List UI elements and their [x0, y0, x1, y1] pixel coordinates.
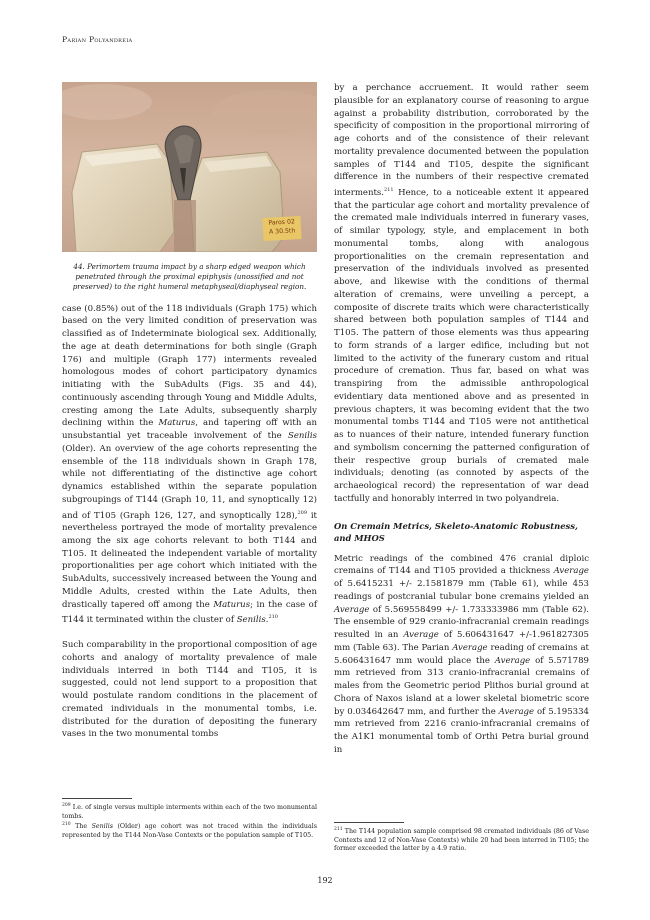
- left-column: [62, 82, 317, 741]
- footnote-rule: [334, 822, 404, 823]
- body-paragraph: case (0.85%) out of the 118 individuals (Graph 175) which based on the very limited condition of preservation was classified as of Indeterminate biological sex. Additionally, the age at death determinations for both single (Graph 176) and multiple (Graph 177) interments revealed homologous modes of cohort participatory dynamics initiating with the SubAdults (Figs. 35 and 44), continuously ascending through Young and Middle Adults, cresting among the Late Adults, subsequently sharply declining within the Maturus, and tapering off with an unsubstantial yet traceable involvement of the Senilis (Older). An overview of the age cohorts representing the ensemble of the 118 individuals shown in Graph 178, while not differentiating of the distinctive age cohort dynamics established within the separate population subgroupings of T144 (Graph 10, 11, and synoptically 12) and of T105 (Graph 126, 127, and synoptically 128),$^{209}$ it nevertheless portrayed the mode of mortality prevalence among the six age cohorts relevant to both T144 and T105. It delineated the independent variable of mortality proportionalities per age cohort which initiated with the SubAdults, successively increased between the Young and Middle Adults, crested within the Late Adults, then drastically tapered off among the Maturus; in the case of T144 it terminated within the cluster of Senilis.$^{210}$: [62, 303, 317, 626]
- footnote-ref[interactable]: 210: [268, 614, 278, 621]
- footnote-209: $^{209}$ I.e. of single versus multiple interments within each of the two monumental tombs.: [62, 803, 317, 820]
- footnotes-right: [334, 822, 589, 854]
- body-paragraph: by a perchance accruement. It would rather seem plausible for an explanatory course of reasoning to argue against a probability distribution, corroborated by the specificity of composition in the proportional mirroring of age cohorts and of the consistence of their relevant mortality prevalence documented between the population samples of T144 and T105, despite the significant difference in the numbers of their respective cremated interments.$^{211}$ Hence, to a noticeable extent it appeared that the particular age cohort and mortality prevalence of the cremated male individuals interred in funerary vases, of similar typology, style, and emplacement in both monumental tombs, along with analogous proportionalities on the cremain representation and preservation of the individuals involved as presented above, and likewise with the conditions of thermal alteration of cremains, were unveiling a percept, a composite of discrete traits which were characteristically shared between both population samples of T144 and T105. The pattern of those elements was thus appearing to form strands of a larger edifice, including but not limited to the activity of the funerary custom and ritual procedure of cremation. Thus far, based on what was transpiring from the admissible anthropological evidentiary data mentioned above and as presented in previous chapters, it was becoming evident that the two monumental tombs T144 and T105 were not antithetical as to nuances of their nature, intended funerary function and symbolism concerning the patterned configuration of their respective group burials of cremated male individuals; denoting (as connoted by aspects of the archaeological record) the representation of war dead tactfully and honorably interred in two polyandreia.: [334, 83, 589, 504]
- section-heading: On Cremain Metrics, Skeleto-Anatomic Robustness, and MHOS: [334, 520, 578, 544]
- page-number: 192: [317, 876, 333, 885]
- footnote-rule: [62, 798, 132, 799]
- running-head: Parian Polyandreia: [62, 35, 133, 44]
- body-paragraph: Metric readings of the combined 476 cranial diploic cremains of T144 and T105 provided a thickness Average of 5.6415231 +/- 2.1581879 mm (Table 61), while 453 readings of postcranial tubular bone cremains yielded an Average of 5.569558499 +/- 1.733333986 mm (Table 62). The ensemble of 929 cranio-infracranial cremain readings resulted in an Average of 5.606431647 +/-1.961827305 mm (Table 63). The Parian Average reading of cremains at 5.606431647 mm would place the Average of 5.571789 mm retrieved from 313 cranio-infracranial cremains of males from the Geometric period Plithos burial ground at Chora of Naxos island at a lower skeletal biometric score by 0.034642647 mm, and further the Average of 5.195334 mm retrieved from 2216 cranio-infracranial cremains of the A1K1 monumental tomb of Orthi Petra burial ground in: [334, 553, 589, 755]
- body-paragraph: Such comparability in the proportional composition of age cohorts and analogy of mortality prevalence of male individuals interred in both T144 and T105, it is suggested, could not lend support to a proposition that would postulate random conditions in the placement of cremated individuals in the monumental tombs, i.e. distributed for the duration of depositing the funerary vases in the two monumental tombs: [62, 640, 317, 740]
- figure-caption: 44. Perimortem trauma impact by a sharp edged weapon which penetrated through the proximal epiphysis (unossified and not preserved) to the right humeral metaphyseal/diaphyseal region.: [72, 262, 307, 292]
- specimen-label-line1: Paros 02: [268, 218, 296, 227]
- specimen-label: [262, 216, 301, 241]
- figure-photo: [62, 82, 317, 252]
- footnote-ref[interactable]: 209: [297, 509, 307, 516]
- right-column: [334, 82, 589, 757]
- footnote-210: $^{210}$ The Senilis (Older) age cohort was not traced within the individuals represented by the T144 Non-Vase Contexts or the population sample of T105.: [62, 822, 317, 839]
- footnotes-left: [62, 798, 317, 841]
- footnote-ref[interactable]: 211: [384, 187, 394, 193]
- specimen-label-line2: A 30.5th: [268, 227, 296, 236]
- footnote-211: $^{211}$ The T144 population sample comprised 98 cremated individuals (86 of Vase Contexts and 12 of Non-Vase Contexts) while 20 had been interred in T105; the former exceeded the latter by a 4.9 ratio.: [334, 827, 589, 853]
